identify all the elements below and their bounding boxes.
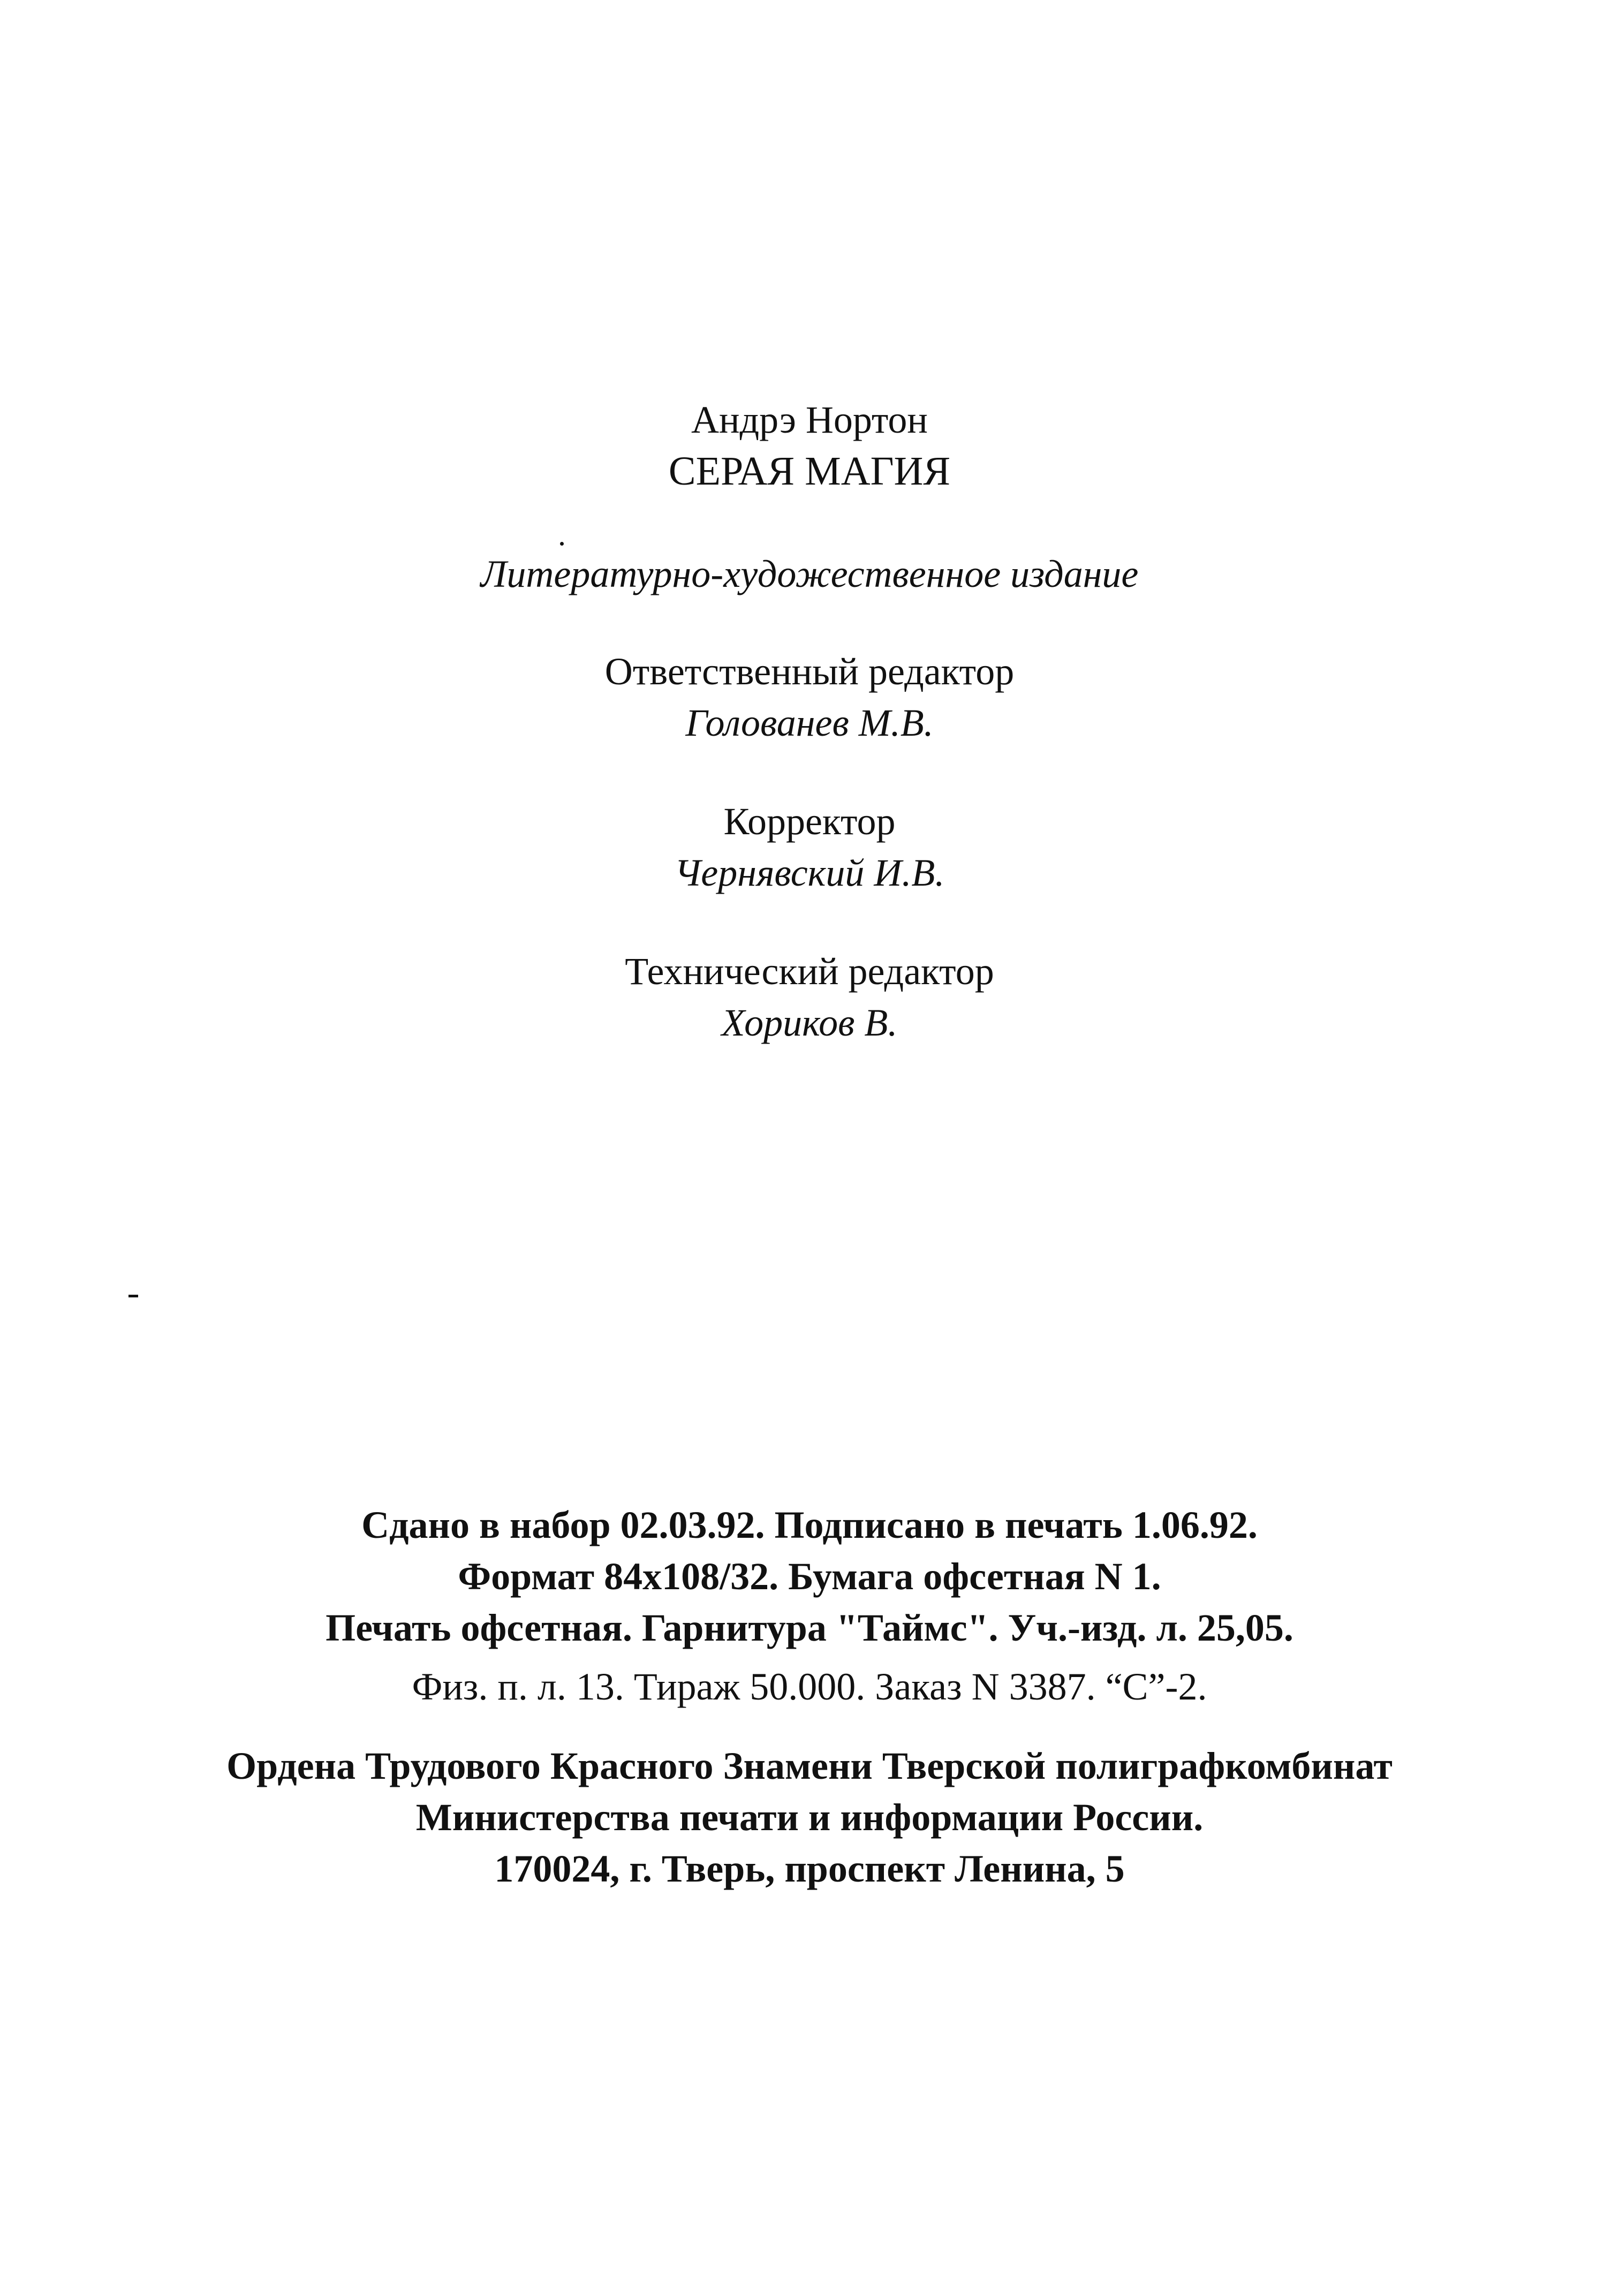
- credit-name-responsible-editor: Голованев М.В.: [685, 701, 934, 744]
- credit-name-technical-editor: Хориков В.: [721, 1001, 898, 1044]
- printer-line-2: Министерства печати и информации России.: [415, 1796, 1204, 1839]
- credit-role-responsible-editor: Ответственный редактор: [604, 650, 1015, 693]
- imprint-line-2: Формат 84x108/32. Бумага офсетная N 1.: [458, 1555, 1161, 1598]
- credit-name-proofreader: Чернявский И.В.: [674, 851, 945, 894]
- author-name: Андрэ Нортон: [691, 398, 928, 441]
- print-speck: [560, 542, 564, 546]
- print-mark: [128, 1295, 138, 1297]
- printer-line-1: Ордена Трудового Красного Знамени Тверской полиграфкомбинат: [226, 1744, 1393, 1787]
- credit-role-technical-editor: Технический редактор: [625, 950, 994, 993]
- imprint-line-3: Печать офсетная. Гарнитура "Таймс". Уч.-изд. л. 25,05.: [326, 1606, 1293, 1649]
- imprint-line-1: Сдано в набор 02.03.92. Подписано в печать 1.06.92.: [361, 1504, 1258, 1546]
- imprint-line-4: Физ. п. л. 13. Тираж 50.000. Заказ N 3387. “С”-2.: [412, 1665, 1207, 1708]
- edition-type: Литературно-художественное издание: [480, 553, 1139, 595]
- book-title: СЕРАЯ МАГИЯ: [668, 449, 951, 494]
- credit-role-proofreader: Корректор: [723, 800, 896, 843]
- printer-line-3: 170024, г. Тверь, проспект Ленина, 5: [494, 1847, 1125, 1890]
